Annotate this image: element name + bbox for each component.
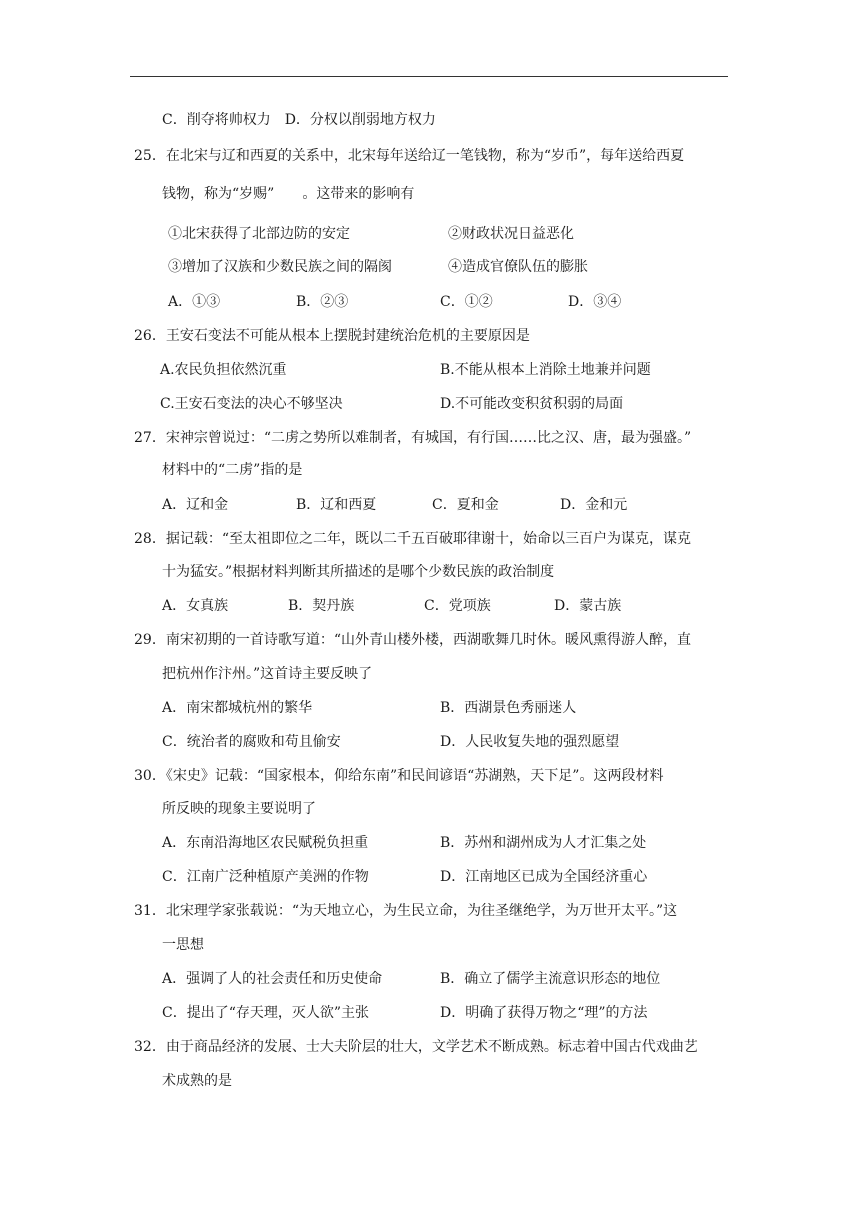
q30-stem-line-1: 30．《宋史》记载：“国家根本，仰给东南”和民间谚语“苏湖熟，天下足”。这两段材料 [134,768,664,784]
q28-option-b: B．契丹族 [288,598,355,614]
q31-stem-line-1: 31．北宋理学家张载说：“为天地立心，为生民立命，为往圣继绝学，为万世开太平。”这 [134,903,678,919]
q24-options-line: C．削夺将帅权力 D．分权以削弱地方权力 [162,112,436,128]
q25-stem-line-1: 25．在北宋与辽和西夏的关系中，北宋每年送给辽一笔钱物，称为“岁币”，每年送给西夏 [134,148,685,164]
q29-stem-line-1: 29．南宋初期的一首诗歌写道：“山外青山楼外楼，西湖歌舞几时休。暖风熏得游人醉，直 [134,632,691,648]
q30-option-c: C．江南广泛种植原产美洲的作物 [162,869,369,885]
q25-item-4: ④造成官僚队伍的膨胀 [448,259,588,275]
q26-option-d: D.不可能改变积贫积弱的局面 [440,396,624,412]
q31-option-b: B．确立了儒学主流意识形态的地位 [440,971,661,987]
q30-stem-line-2: 所反映的现象主要说明了 [162,801,316,817]
q26-option-a: A.农民负担依然沉重 [160,362,287,378]
q28-stem-line-1: 28．据记载：“至太祖即位之二年，既以二千五百破耶律谢十，始命以三百户为谋克，谋克 [134,531,691,547]
q25-option-b: B．②③ [296,294,349,310]
q29-option-c: C．统治者的腐败和苟且偷安 [162,734,341,750]
q29-option-b: B．西湖景色秀丽迷人 [440,700,577,716]
q29-stem-line-2: 把杭州作汴州。”这首诗主要反映了 [162,666,373,682]
q32-stem-line-1: 32．由于商品经济的发展、士大夫阶层的壮大，文学艺术不断成熟。标志着中国古代戏曲艺 [134,1039,698,1055]
q26-option-c: C.王安石变法的决心不够坚决 [160,396,343,412]
q30-option-a: A．东南沿海地区农民赋税负担重 [162,835,369,851]
q31-option-d: D．明确了获得万物之“理”的方法 [440,1005,648,1021]
q29-option-a: A．南宋都城杭州的繁华 [162,700,313,716]
q28-stem-line-2: 十为猛安。”根据材料判断其所描述的是哪个少数民族的政治制度 [162,564,555,580]
q25-stem-line-2: 钱物，称为“岁赐” 。这带来的影响有 [162,186,415,202]
q28-option-d: D．蒙古族 [554,598,622,614]
q25-item-2: ②财政状况日益恶化 [448,226,574,242]
q27-option-d: D．金和元 [560,497,628,513]
q27-option-b: B．辽和西夏 [296,497,377,513]
q28-option-a: A．女真族 [162,598,229,614]
q30-option-b: B．苏州和湖州成为人才汇集之处 [440,835,647,851]
q25-option-c: C．①② [440,294,493,310]
q27-stem-line-2: 材料中的“二虏”指的是 [162,462,303,478]
q25-option-a: A．①③ [168,294,221,310]
q32-stem-line-2: 术成熟的是 [162,1073,232,1089]
q31-option-c: C．提出了“存天理，灭人欲”主张 [162,1005,370,1021]
q26-option-b: B.不能从根本上消除土地兼并问题 [440,362,651,378]
q31-stem-line-2: 一思想 [162,937,204,953]
q26-stem-line-1: 26．王安石变法不可能从根本上摆脱封建统治危机的主要原因是 [134,328,530,344]
header-rule [130,76,728,77]
q25-item-1: ①北宋获得了北部边防的安定 [168,226,350,242]
q27-stem-line-1: 27．宋神宗曾说过：“二虏之势所以难制者，有城国，有行国……比之汉、唐，最为强盛。” [134,430,692,446]
q25-option-d: D．③④ [568,294,622,310]
q28-option-c: C．党项族 [424,598,491,614]
q27-option-a: A．辽和金 [162,497,229,513]
q27-option-c: C．夏和金 [432,497,499,513]
q31-option-a: A．强调了人的社会责任和历史使命 [162,971,383,987]
q30-option-d: D．江南地区已成为全国经济重心 [440,869,648,885]
q25-item-3: ③增加了汉族和少数民族之间的隔阂 [168,259,392,275]
q29-option-d: D．人民收复失地的强烈愿望 [440,734,620,750]
